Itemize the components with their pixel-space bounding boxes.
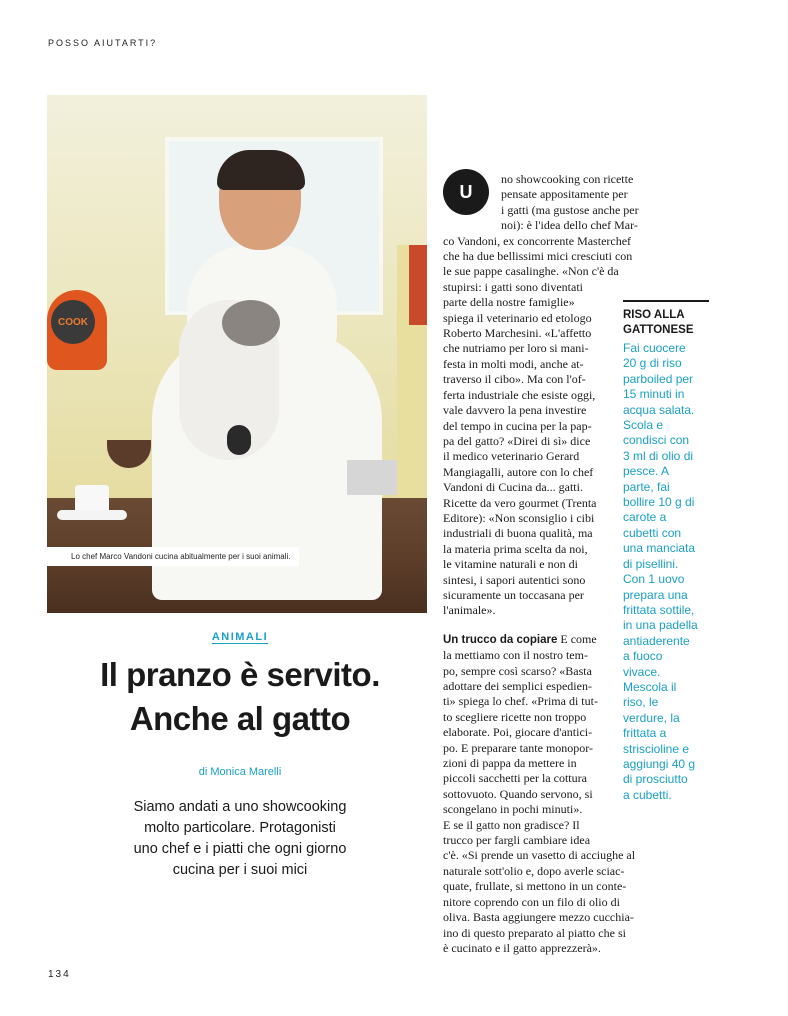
body-line: le vitamine naturali e non di (443, 557, 578, 572)
drop-cap: U (443, 169, 489, 215)
body-line: parte, fai (623, 479, 670, 494)
body-line: striscioline e (623, 741, 690, 756)
body-line: frittata a (623, 726, 667, 741)
body-line: la materia prima scelta da noi, (443, 541, 588, 556)
body-line: spiega il veterinario ed etologo (443, 310, 592, 325)
recipe-title-line: RISO ALLA (623, 309, 685, 321)
body-line: Roberto Marchesini. «L'affetto (443, 326, 592, 341)
body-line: i gatti (ma gustose anche per (501, 202, 639, 217)
body-line: stupirsi: i gatti sono diventati (443, 279, 583, 294)
body-line: Mescola il (623, 679, 677, 694)
article-body (443, 172, 639, 956)
body-line: Editore): «Non sconsiglio i cibi (443, 510, 595, 525)
byline: di Monica Marelli (198, 766, 282, 778)
subhead: Un trucco da copiare (443, 633, 558, 646)
recipe-text (623, 341, 709, 803)
body-line: traverso il cibo». Ma con l'of- (443, 372, 586, 387)
body-line: vale davvero la pena investire (443, 403, 587, 418)
body-line: condisci con (623, 433, 690, 448)
body-block-b (443, 648, 636, 956)
body-line: festa in molti modi, anche at- (443, 356, 584, 371)
body-block-a (443, 233, 633, 619)
body-line: il medico veterinario Gerard (443, 449, 580, 464)
headline-line-1: Il pranzo è servito. (100, 656, 380, 693)
body-line: prepara una (623, 587, 688, 602)
body-line: carote a (623, 510, 667, 525)
body-line: ino di questo preparato al piatto che si (443, 925, 626, 940)
running-head: POSSO AIUTARTI? (48, 38, 158, 48)
body-line: po, sempre così scarso? «Basta (443, 663, 592, 678)
body-line: pesce. A (623, 464, 670, 479)
chef-hair (217, 150, 305, 190)
body-line: Fai cuocere (623, 341, 686, 355)
body-line: è cucinato e il gatto apprezzerà». (443, 940, 601, 955)
standfirst-line: cucina per i suoi mici (172, 862, 308, 878)
body-line: naturale sott'olio e, dopo averle sciac- (443, 863, 625, 878)
recipe-sidebar (623, 300, 709, 803)
photo-caption: Lo chef Marco Vandoni cucina abitualmente per i suoi animali. (47, 547, 299, 566)
category-text: ANIMALI (211, 631, 269, 643)
body-line: riso, le (623, 695, 659, 710)
body-line: di pisellini. (623, 556, 679, 571)
body-line: trucco per fargli cambiare idea (443, 833, 591, 848)
standfirst-line: uno chef e i piatti che ogni giorno (133, 841, 347, 857)
chef-photo (47, 95, 427, 613)
body-line: parboiled per (623, 371, 694, 386)
body-line: la mettiamo con il nostro tem- (443, 648, 588, 663)
body-line: c'è. «Si prende un vasetto di acciughe al (443, 848, 636, 863)
body-line: l'animale». (443, 603, 496, 618)
stove (347, 460, 397, 495)
towel (409, 245, 427, 325)
body-line: cubetti con (623, 525, 682, 540)
body-line: scongelano in pochi minuti». (443, 802, 583, 817)
plate (57, 510, 127, 520)
body-line: 20 g di riso (623, 356, 682, 371)
body-line: co Vandoni, ex concorrente Masterchef (443, 233, 632, 248)
body-line: in una padella (623, 618, 698, 633)
body-line: acqua salata. (623, 402, 695, 417)
body-line: Scola e (623, 418, 664, 433)
cups (75, 485, 109, 513)
body-line: ferta industriale che esiste oggi, (443, 387, 596, 402)
subhead-line (443, 632, 617, 648)
body-line: 15 minuti in (623, 387, 685, 402)
body-line: Ricette da vero gourmet (Trenta (443, 495, 597, 510)
subhead-rest: E come (557, 631, 597, 646)
recipe-title-line: GATTONESE (623, 324, 694, 336)
body-line: ti» spiega lo chef. «Prima di tut- (443, 694, 598, 709)
body-line: aggiungi 40 g (623, 756, 696, 771)
body-line: pa del gatto? «Direi di sì» dice (443, 433, 591, 448)
recipe-title (623, 308, 709, 338)
body-line: di prosciutto (623, 772, 688, 787)
body-line: sottovuoto. Quando servono, si (443, 786, 593, 801)
page-number: 134 (48, 969, 71, 980)
standfirst-line: Siamo andati a uno showcooking (133, 799, 347, 815)
standfirst-line: molto particolare. Protagonisti (144, 820, 336, 836)
body-line: 3 ml di olio di (623, 448, 694, 463)
body-line: a fuoco (623, 649, 663, 664)
headline-line-2: Anche al gatto (129, 700, 351, 737)
body-line: vivace. (623, 664, 661, 679)
body-line: che nutriamo per loro si mani- (443, 341, 589, 356)
body-line: a cubetti. (623, 787, 672, 802)
body-line: noi): è l'idea dello chef Mar- (501, 218, 638, 233)
body-line: E se il gatto non gradisce? Il (443, 817, 580, 832)
body-line: Con 1 uovo (623, 572, 685, 587)
body-line: Mangiagalli, autore con lo chef (443, 464, 594, 479)
headline (40, 653, 440, 741)
cat-head (222, 300, 280, 346)
body-line: parte della nostre famiglie» (443, 295, 575, 310)
body-line: nitore coprendo con un filo di olio di (443, 894, 620, 909)
standfirst (40, 797, 440, 881)
cook-badge: COOK (51, 300, 95, 344)
body-line: antiaderente (623, 633, 690, 648)
body-line: frittata sottile, (623, 602, 695, 617)
body-line: Vandoni di Cucina da... gatti. (443, 480, 583, 495)
body-line: verdure, la (623, 710, 680, 725)
body-line: bollire 10 g di (623, 495, 695, 510)
cat-paw (227, 425, 251, 455)
body-line: piccoli sacchetti per la cottura (443, 771, 587, 786)
body-line: po. E preparare tante monopor- (443, 740, 594, 755)
body-line: una manciata (623, 541, 696, 556)
body-line: sicuramente un toccasana per (443, 587, 584, 602)
body-line: adottare dei semplici espedien- (443, 679, 592, 693)
body-line: che ha due bellissimi mici cresciuti con (443, 249, 633, 264)
body-line: no showcooking con ricette (501, 172, 634, 186)
category-label (0, 631, 480, 643)
bowl (107, 440, 151, 468)
body-line: sintesi, i sapori autentici sono (443, 572, 586, 587)
body-line: pensate appositamente per (501, 187, 628, 202)
body-line: zioni di pappa da mettere in (443, 756, 577, 771)
body-line: oliva. Basta aggiungere mezzo cucchia- (443, 910, 634, 925)
body-line: le sue pappe casalinghe. «Non c'è da (443, 264, 619, 279)
body-line: elaborate. Poi, giocare d'antici- (443, 725, 593, 740)
body-line: del tempo in cucina per la pap- (443, 418, 592, 433)
body-line: industriali di buona qualità, ma (443, 526, 593, 541)
body-line: to scegliere ricette non troppo (443, 709, 587, 724)
body-line: quate, frullate, si mettono in un conte- (443, 879, 627, 894)
